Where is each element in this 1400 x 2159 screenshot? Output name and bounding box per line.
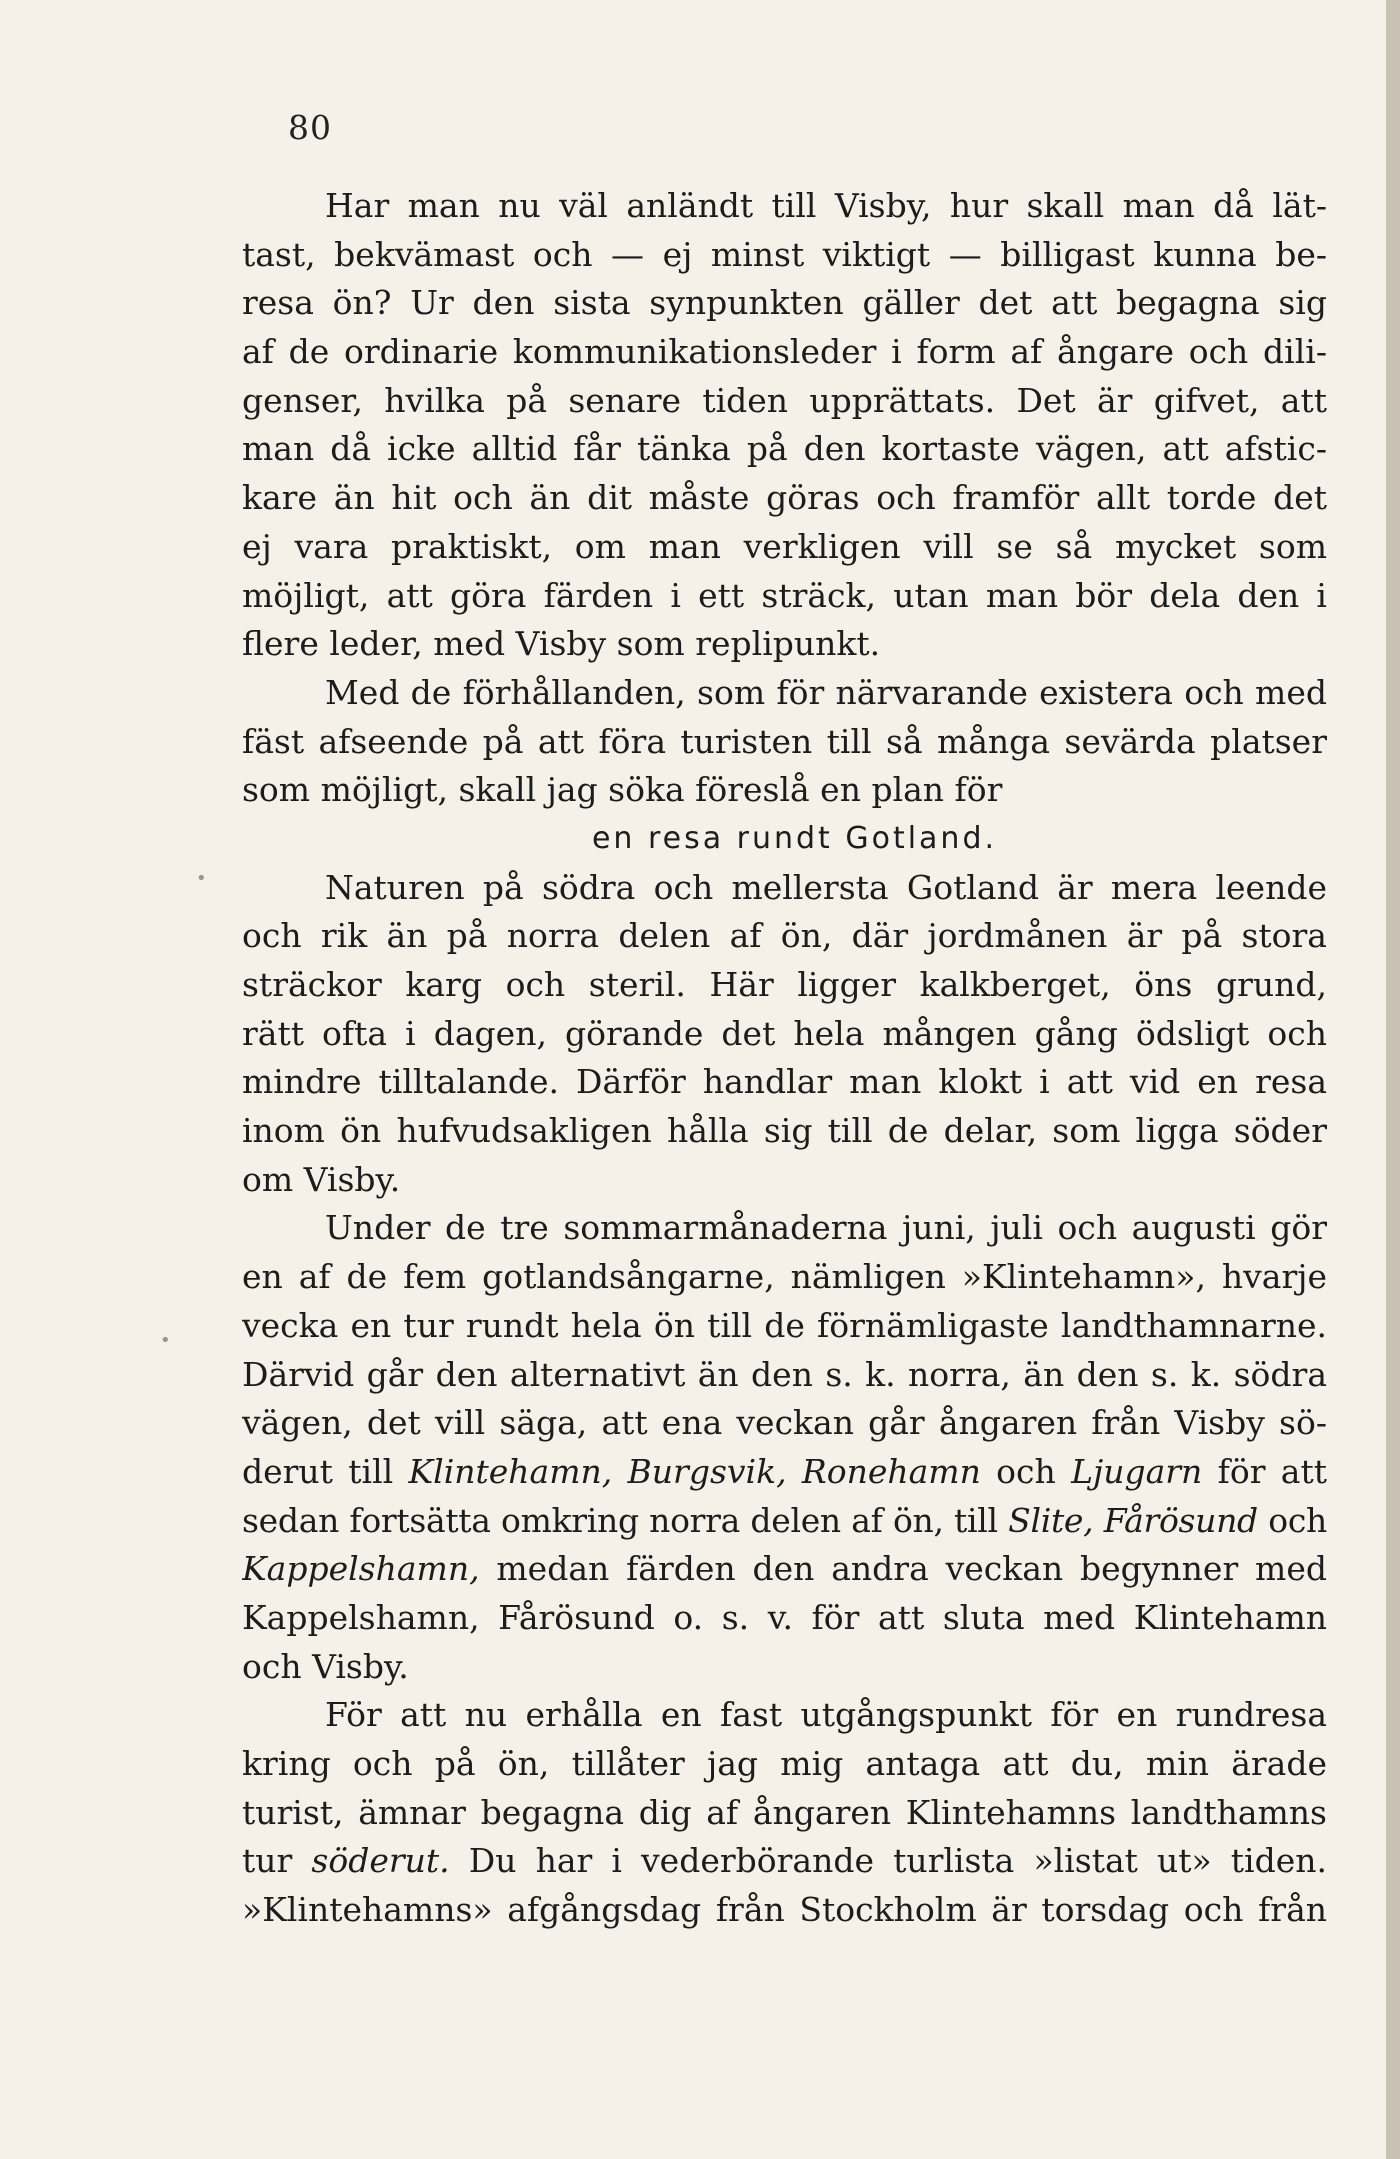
text-line: »Klintehamns» afgångsdag från Stockholm är torsdag och från	[242, 1890, 1327, 1930]
text-line: turist, ämnar begagna dig af ångaren Klintehamns landthamns	[242, 1792, 1327, 1832]
text-line: Kappelshamn, Fårösund o. s. v. för att sluta med Klintehamn	[242, 1597, 1327, 1637]
text-line: Därvid går den alternativt än den s. k. norra, än den s. k. södra	[242, 1354, 1327, 1394]
page-edge	[1386, 0, 1400, 2159]
text-line: genser, hvilka på senare tiden upprättats. Det är gifvet, att	[242, 380, 1327, 420]
text-line	[242, 1448, 1327, 1497]
text-line: kare än hit och än dit måste göras och framför allt torde det	[242, 478, 1327, 518]
text-fragment: tur	[242, 1841, 312, 1881]
text-line: om Visby.	[242, 1159, 401, 1199]
italic-place-names: söderut.	[311, 1841, 450, 1881]
text-line: Har man nu väl anländt till Visby, hur skall man då lät-	[325, 186, 1327, 225]
text-line: man då icke alltid får tänka på den kortaste vägen, att afstic-	[242, 429, 1327, 469]
section-heading: en resa rundt Gotland.	[591, 820, 998, 856]
text-line	[242, 1545, 1327, 1594]
text-line: ej vara praktiskt, om man verkligen vill se så mycket som	[242, 526, 1327, 566]
text-fragment: derut till	[242, 1451, 409, 1491]
text-line: och rik än på norra delen af ön, där jordmånen är på stora	[242, 916, 1327, 956]
text-line: mindre tilltalande. Därför handlar man klokt i att vid en resa	[242, 1062, 1327, 1102]
margin-dot: •	[196, 868, 207, 889]
italic-place-names: Klintehamn, Burgsvik, Ronehamn	[408, 1451, 981, 1491]
text-fragment: Du har i vederbörande turlista »listat ut» tiden.	[449, 1841, 1327, 1881]
text-line: sträckor karg och steril. Här ligger kalkberget, öns grund,	[242, 965, 1327, 1004]
text-line: Naturen på södra och mellersta Gotland är mera leende	[325, 867, 1327, 907]
italic-place-names: Kappelshamn,	[242, 1549, 480, 1589]
page-number: 80	[288, 108, 332, 147]
text-line: som möjligt, skall jag söka föreslå en plan för	[242, 770, 1003, 810]
body-text	[242, 182, 1327, 1935]
text-fragment: sedan fortsätta omkring norra delen af ön, till	[242, 1500, 1009, 1540]
text-fragment: för att	[1202, 1451, 1327, 1491]
italic-place-names: Ljugarn	[1071, 1451, 1203, 1491]
text-line: tast, bekvämast och — ej minst viktigt — billigast kunna be-	[242, 234, 1327, 274]
text-line: en af de fem gotlandsångarne, nämligen »Klintehamn», hvarje	[242, 1257, 1327, 1297]
text-fragment: och	[980, 1451, 1072, 1491]
text-line: För att nu erhålla en fast utgångspunkt för en rundresa	[325, 1695, 1327, 1735]
text-line: Med de förhållanden, som för närvarande existera och med	[325, 672, 1327, 712]
text-line: möjligt, att göra färden i ett sträck, utan man bör dela den i	[242, 575, 1327, 615]
margin-dot: •	[160, 1330, 171, 1351]
text-line	[242, 1497, 1327, 1546]
text-line: vägen, det vill säga, att ena veckan går ångaren från Visby sö-	[242, 1403, 1327, 1443]
text-line: och Visby.	[242, 1646, 409, 1686]
italic-place-names: Slite, Fårösund	[1008, 1500, 1258, 1540]
text-fragment: medan färden den andra veckan begynner med	[479, 1549, 1327, 1589]
text-line: resa ön? Ur den sista synpunkten gäller det att begagna sig	[242, 283, 1327, 323]
text-line: vecka en tur rundt hela ön till de förnämligaste landthamnarne.	[242, 1305, 1327, 1345]
text-line: inom ön hufvudsakligen hålla sig till de delar, som ligga söder	[242, 1111, 1327, 1151]
text-line: Under de tre sommarmånaderna juni, juli och augusti gör	[325, 1208, 1327, 1248]
text-line: flere leder, med Visby som replipunkt.	[242, 624, 881, 664]
text-line: fäst afseende på att föra turisten till så många sevärda platser	[242, 721, 1327, 761]
text-line: kring och på ön, tillåter jag mig antaga att du, min ärade	[242, 1744, 1327, 1783]
text-line: rätt ofta i dagen, görande det hela mången gång ödsligt och	[242, 1013, 1327, 1053]
text-line: af de ordinarie kommunikationsleder i form af ångare och dili-	[242, 332, 1327, 372]
text-line	[242, 1837, 1327, 1886]
text-fragment: och	[1257, 1500, 1327, 1540]
